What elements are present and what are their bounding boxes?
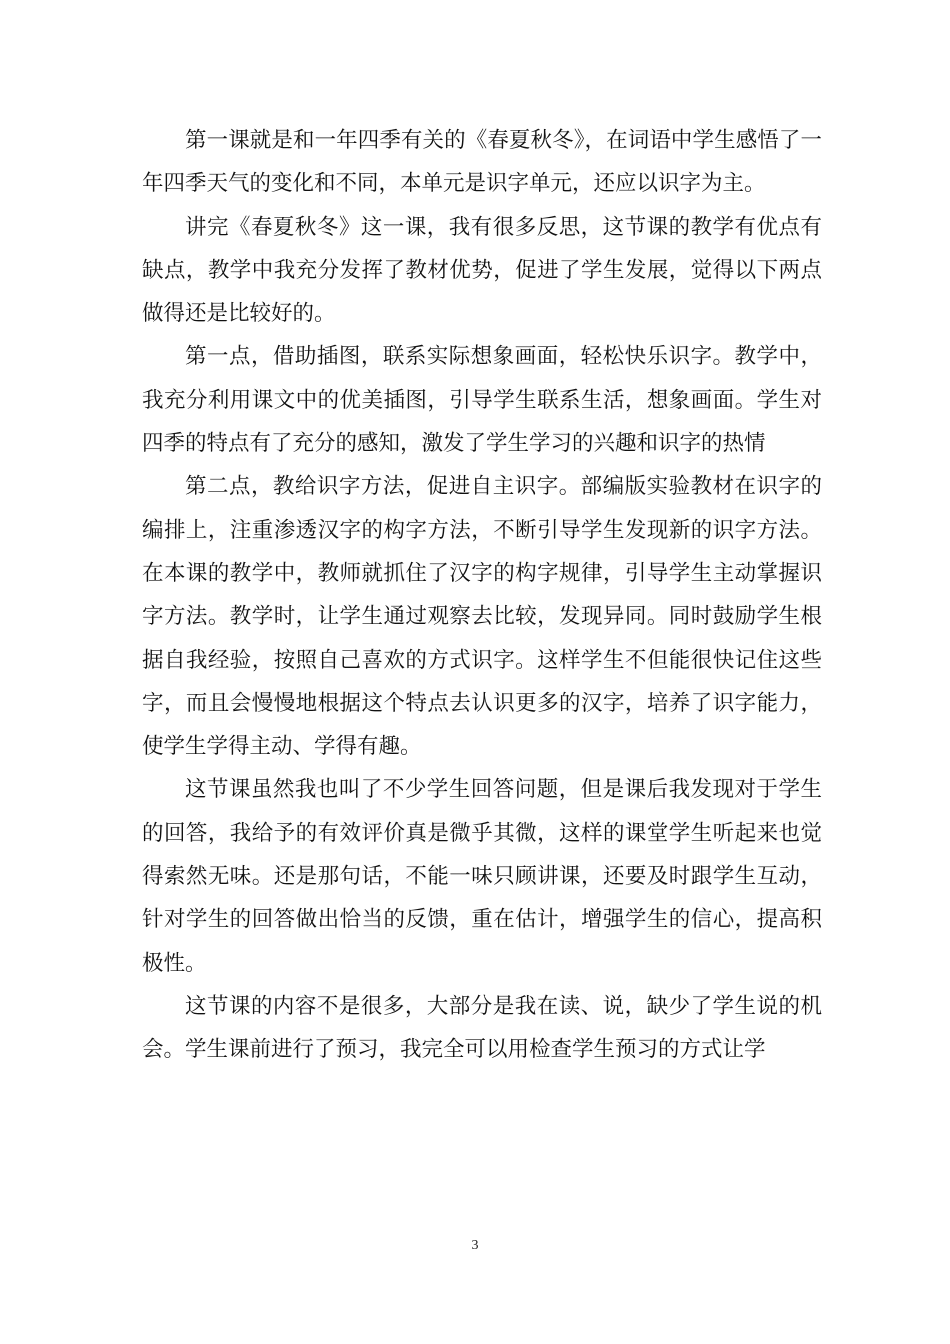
paragraph-6: 这节课的内容不是很多，大部分是我在读、说，缺少了学生说的机会。学生课前进行了预习，我完全可以用检查学生预习的方式让学 <box>142 993 822 1063</box>
body-text <box>142 119 822 1072</box>
paragraph-4: 第二点，教给识字方法，促进自主识字。部编版实验教材在识字的编排上，注重渗透汉字的构字方法，不断引导学生发现新的识字方法。在本课的教学中，教师就抓住了汉字的构字规律，引导学生主动掌握识字方法。教学时，让学生通过观察去比较，发现异同。同时鼓励学生根据自我经验，按照自己喜欢的方式识字。这样学生不但能很快记住这些字，而且会慢慢地根据这个特点去认识更多的汉字，培养了识字能力，使学生学得主动、学得有趣。 <box>142 474 822 760</box>
paragraph-3: 第一点，借助插图，联系实际想象画面，轻松快乐识字。教学中，我充分利用课文中的优美插图，引导学生联系生活，想象画面。学生对四季的特点有了充分的感知，激发了学生学习的兴趣和识字的热情 <box>142 344 822 457</box>
paragraph-1: 第一课就是和一年四季有关的《春夏秋冬》，在词语中学生感悟了一年四季天气的变化和不同，本单元是识字单元，还应以识字为主。 <box>142 128 822 197</box>
paragraph-5: 这节课虽然我也叫了不少学生回答问题，但是课后我发现对于学生的回答，我给予的有效评价真是微乎其微，这样的课堂学生听起来也觉得索然无味。还是那句话，不能一味只顾讲课，还要及时跟学生互动，针对学生的回答做出恰当的反馈，重在估计，增强学生的信心，提高积极性。 <box>142 777 822 976</box>
page-number: 3 <box>471 1238 479 1253</box>
paragraph-2: 讲完《春夏秋冬》这一课，我有很多反思，这节课的教学有优点有缺点，教学中我充分发挥了教材优势，促进了学生发展，觉得以下两点做得还是比较好的。 <box>142 214 822 327</box>
